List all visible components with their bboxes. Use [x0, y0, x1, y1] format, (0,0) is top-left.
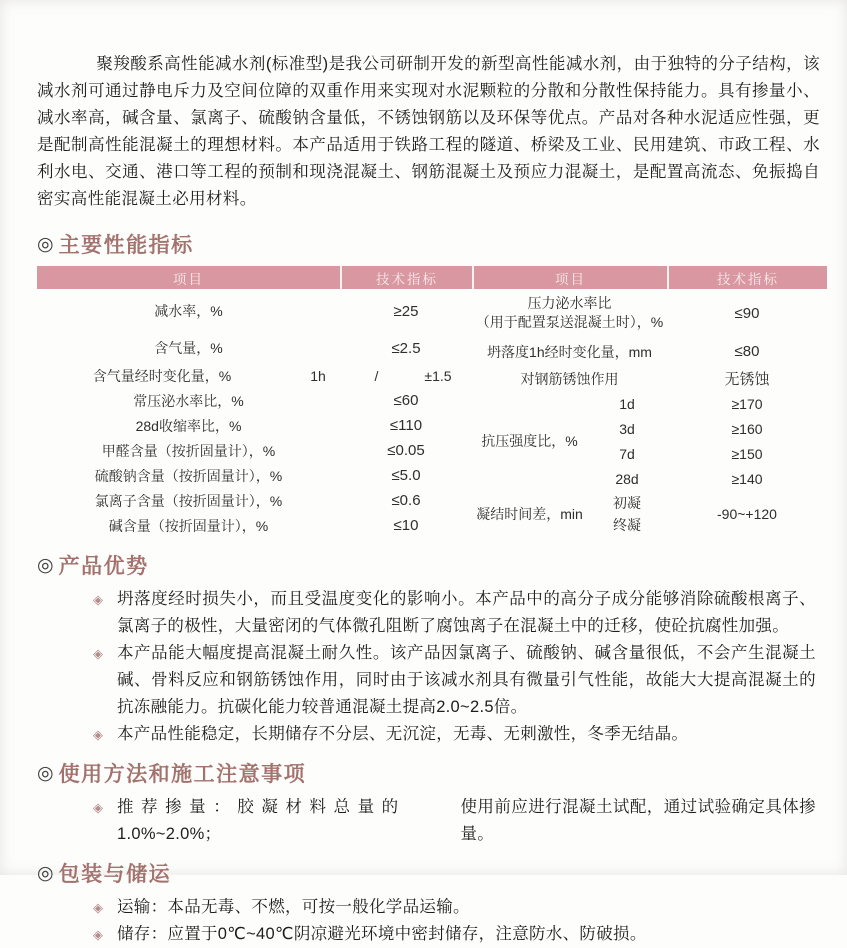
table-header-row [37, 266, 827, 289]
list-item [37, 586, 820, 640]
row-value: ≤0.6 [391, 492, 421, 509]
table-right-half [472, 289, 827, 538]
list-item-text: 本产品性能稳定，长期储存不分层、无沉淀，无毒、无刺激性，冬季无结晶。 [117, 725, 689, 743]
stage-column [587, 492, 667, 536]
row-label: 减水率，% [154, 303, 223, 319]
usage-list [37, 794, 820, 848]
row-slash: / [374, 367, 379, 384]
age-label: 3d [619, 420, 635, 437]
table-row-group-compressive [472, 391, 827, 491]
list-item [37, 721, 820, 748]
row-value: ≥25 [393, 302, 419, 320]
packaging-list [37, 894, 820, 948]
bullseye-icon: ◎ [37, 862, 54, 884]
table-row [472, 366, 827, 391]
row-value: ≤90 [734, 304, 760, 322]
list-item-text: 坍落度经时损失小，而且受温度变化的影响小。本产品中的高分子成分能够消除硫酸根离子、氯离子的极性，大量密闭的气体微孔阻断了腐蚀离子在混凝土中的迁移，使砼抗腐性加强。 [117, 590, 816, 635]
value-column [667, 391, 827, 491]
diamond-bullet-icon: ◈ [93, 800, 103, 815]
section-title: 产品优势 [58, 555, 149, 578]
section-title: 主要性能指标 [58, 234, 194, 257]
table-row [472, 337, 827, 366]
bullseye-icon: ◎ [37, 554, 54, 576]
diamond-bullet-icon: ◈ [93, 592, 103, 607]
row-sub-1h: 1h [310, 367, 326, 384]
row-label: 碱含量（按折固量计），% [108, 517, 269, 534]
row-value: ≤80 [734, 343, 760, 360]
performance-table [37, 266, 827, 538]
row-value: ≤110 [389, 417, 423, 434]
dosage-text: 推荐掺量：胶凝材料总量的1.0%~2.0%； [117, 798, 399, 843]
row-label: 含气量，% [154, 340, 223, 356]
row-label-line2: （用于配置泵送混凝土时），% [475, 314, 664, 330]
section-title: 包装与储运 [58, 863, 172, 886]
age-label: 28d [615, 470, 639, 487]
list-item-text: 本产品能大幅度提高混凝土耐久性。该产品因氯离子、硫酸钠、碱含量很低，不会产生混凝土碱、骨料反应和钢筋锈蚀作用，同时由于该减水剂具有微量引气性能，故能大大提高混凝土的抗冻融能力。抗碳化能力较普通混凝土提高2.0~2.5倍。 [117, 644, 816, 716]
table-row [37, 289, 472, 333]
column-header-spec-right: 技术指标 [667, 266, 827, 289]
row-value: ≤10 [393, 517, 419, 534]
section-heading-usage [37, 758, 820, 788]
bullseye-icon: ◎ [37, 762, 54, 784]
row-label: 凝结时间差，min [476, 505, 583, 522]
row-value: ≥140 [731, 470, 763, 487]
row-label [472, 294, 667, 332]
list-item [37, 794, 820, 848]
row-label: 甲醛含量（按折固量计），% [101, 442, 276, 459]
column-header-spec-left: 技术指标 [340, 266, 472, 289]
diamond-bullet-icon: ◈ [93, 927, 103, 942]
list-item-text: 运输：本品无毒、不燃，可按一般化学品运输。 [117, 898, 470, 916]
row-value: ≥170 [731, 395, 763, 412]
section-heading-performance [37, 229, 820, 259]
row-label: 抗压强度比，% [481, 433, 578, 449]
row-value: ±1.5 [424, 367, 452, 384]
table-row [37, 388, 472, 413]
list-item-text: 储存：应置于0℃~40℃阴凉避光环境中密封储存，注意防水、防破损。 [117, 925, 647, 943]
row-value: -90~+120 [717, 505, 777, 522]
diamond-bullet-icon: ◈ [93, 727, 103, 742]
row-label-line1: 压力泌水率比 [527, 295, 612, 311]
table-body [37, 289, 827, 538]
dosage-note: 使用前应进行混凝土试配，通过试验确定具体掺量。 [460, 798, 816, 843]
row-value: ≤0.05 [387, 442, 425, 459]
table-row [37, 363, 472, 388]
advantages-list [37, 586, 820, 748]
section-heading-advantages [37, 550, 820, 580]
table-row [37, 463, 472, 488]
table-row [37, 488, 472, 513]
stage-label: 初凝 [613, 494, 641, 511]
row-value: ≥160 [731, 420, 763, 437]
diamond-bullet-icon: ◈ [93, 900, 103, 915]
row-value: ≤60 [393, 392, 419, 409]
age-label: 1d [619, 395, 635, 412]
row-value: 无锈蚀 [724, 371, 770, 388]
list-item-text [117, 794, 820, 848]
intro-paragraph: 聚羧酸系高性能减水剂(标准型)是我公司研制开发的新型高性能减水剂，由于独特的分子结构，该减水剂可通过静电斥力及空间位障的双重作用来实现对水泥颗粒的分散和分散性保持能力。具有掺量小、减水率高，碱含量、氯离子、硫酸钠含量低，不锈蚀钢筋以及环保等优点。产品对各种水泥适应性强，更是配制高性能混凝土的理想材料。本产品适用于铁路工程的隧道、桥梁及工业、民用建筑、市政工程、水利水电、交通、港口等工程的预制和现浇混凝土、钢筋混凝土及预应力混凝土，是配置高流态、免振捣自密实高性能混凝土必用材料。 [37, 54, 820, 208]
age-label: 7d [619, 445, 635, 462]
row-label: 坍落度1h经时变化量，mm [487, 343, 652, 360]
row-label: 常压泌水率比，% [133, 392, 244, 409]
list-item [37, 640, 820, 721]
row-label: 氯离子含量（按折固量计），% [94, 492, 283, 509]
diamond-bullet-icon: ◈ [93, 646, 103, 661]
section-heading-packaging [37, 858, 820, 888]
row-value: ≥150 [731, 445, 763, 462]
stage-label: 终凝 [613, 516, 641, 533]
section-title: 使用方法和施工注意事项 [58, 763, 307, 786]
list-item [37, 921, 820, 948]
column-header-item-right: 项目 [472, 266, 667, 289]
table-row-group-setting-time [472, 491, 827, 536]
column-header-item-left: 项目 [173, 271, 204, 287]
table-left-half [37, 289, 472, 538]
table-row [37, 413, 472, 438]
row-label: 28d收缩率比，% [135, 417, 242, 434]
row-label: 硫酸钠含量（按折固量计），% [94, 467, 283, 484]
list-item [37, 894, 820, 921]
bullseye-icon: ◎ [37, 233, 54, 255]
row-label: 对钢筋锈蚀作用 [520, 370, 619, 387]
row-value: ≤2.5 [391, 339, 421, 357]
table-row [472, 289, 827, 337]
age-column [587, 391, 667, 491]
table-row [37, 438, 472, 463]
table-row [37, 513, 472, 538]
table-row [37, 333, 472, 363]
value-column [667, 492, 827, 536]
row-value: ≤5.0 [391, 467, 421, 484]
row-label: 含气量经时变化量，% [92, 367, 232, 384]
